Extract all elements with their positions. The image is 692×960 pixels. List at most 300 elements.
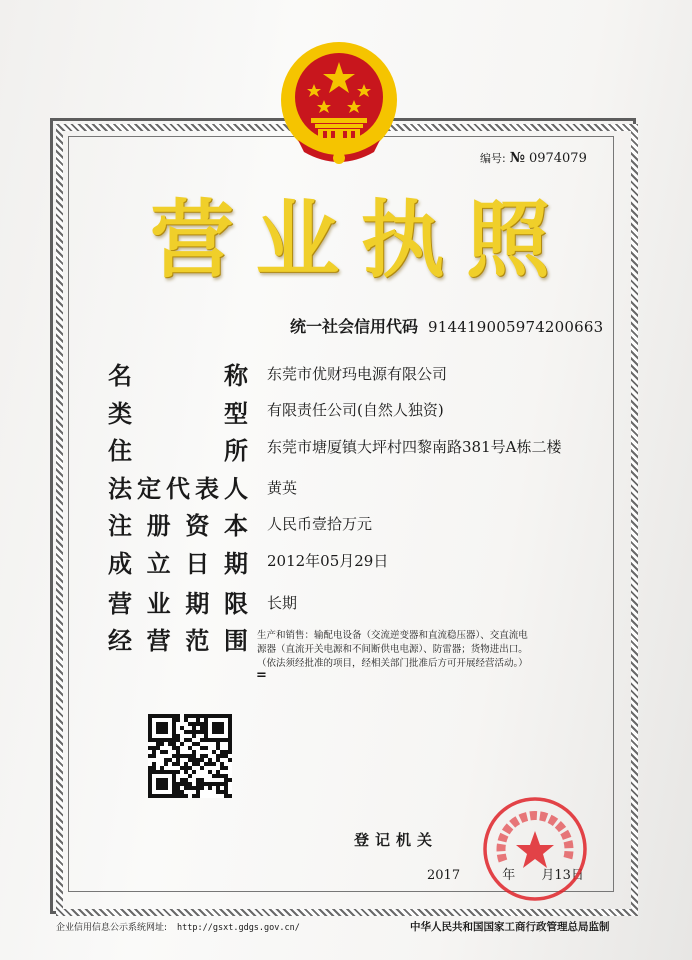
qr-module — [156, 722, 160, 726]
footer-supervisor: 中华人民共和国国家工商行政管理总局监制 — [410, 921, 610, 933]
qr-module — [148, 718, 152, 722]
qr-module — [228, 714, 232, 718]
qr-module — [216, 758, 220, 762]
qr-module — [168, 738, 172, 742]
qr-module — [160, 750, 164, 754]
field-label-legal-representative — [108, 470, 248, 502]
qr-module — [192, 726, 196, 730]
qr-module — [220, 782, 224, 786]
qr-module — [152, 762, 156, 766]
qr-module — [156, 714, 160, 718]
qr-module — [196, 782, 200, 786]
qr-module — [148, 734, 152, 738]
qr-module — [160, 786, 164, 790]
qr-module — [160, 782, 164, 786]
qr-module — [220, 722, 224, 726]
qr-module — [160, 770, 164, 774]
field-value-business-scope — [257, 629, 607, 671]
qr-module — [176, 758, 180, 762]
qr-module — [172, 778, 176, 782]
label-char: 围 — [223, 626, 248, 655]
qr-module — [164, 762, 168, 766]
field-label-registered-capital — [108, 507, 248, 539]
label-char: 人 — [224, 474, 248, 503]
qr-module — [156, 730, 160, 734]
qr-module — [212, 774, 216, 778]
qr-module — [172, 738, 176, 742]
field-value-business-term: 长期 — [267, 594, 298, 612]
qr-module — [188, 786, 192, 790]
qr-module — [228, 722, 232, 726]
qr-module — [220, 766, 224, 770]
qr-module — [200, 730, 204, 734]
qr-module — [164, 750, 168, 754]
qr-module — [228, 750, 232, 754]
qr-module — [200, 726, 204, 730]
qr-module — [148, 786, 152, 790]
qr-module — [216, 742, 220, 746]
qr-module — [196, 794, 200, 798]
qr-module — [184, 754, 188, 758]
qr-module — [160, 794, 164, 798]
qr-module — [212, 782, 216, 786]
qr-module — [176, 746, 180, 750]
qr-module — [224, 794, 228, 798]
label-char: 名 — [108, 361, 132, 390]
qr-module — [208, 762, 212, 766]
field-value-registered-capital: 人民币壹拾万元 — [267, 515, 373, 533]
label-char: 范 — [185, 626, 210, 655]
qr-module — [192, 730, 196, 734]
qr-module — [184, 730, 188, 734]
qr-module — [152, 770, 156, 774]
qr-module — [220, 790, 224, 794]
label-char: 资 — [185, 511, 210, 540]
qr-module — [208, 738, 212, 742]
qr-module — [228, 730, 232, 734]
qr-module — [180, 742, 184, 746]
qr-module — [224, 766, 228, 770]
qr-module — [172, 714, 176, 718]
qr-module — [152, 794, 156, 798]
qr-module — [220, 762, 224, 766]
label-char: 限 — [223, 589, 248, 618]
qr-module — [224, 786, 228, 790]
qr-module — [180, 782, 184, 786]
qr-module — [176, 762, 180, 766]
qr-module — [184, 766, 188, 770]
qr-module — [156, 738, 160, 742]
qr-module — [196, 758, 200, 762]
qr-module — [188, 754, 192, 758]
scope-line: 源器（直流开关电源和不间断供电电源）、防雷器；货物进出口。 — [257, 644, 528, 655]
qr-module — [172, 742, 176, 746]
label-char: 成 — [108, 549, 132, 578]
qr-module — [220, 750, 224, 754]
qr-module — [172, 782, 176, 786]
qr-module — [204, 738, 208, 742]
label-char: 本 — [223, 511, 248, 540]
qr-module — [224, 778, 228, 782]
qr-module — [180, 778, 184, 782]
qr-module — [220, 714, 224, 718]
qr-module — [192, 734, 196, 738]
scope-line: （依法须经批准的项目，经相关部门批准后方可开展经营活动。） — [257, 658, 528, 669]
qr-module — [216, 722, 220, 726]
qr-module — [152, 766, 156, 770]
field-label-business-term — [108, 585, 248, 617]
qr-module — [192, 750, 196, 754]
qr-module — [160, 766, 164, 770]
qr-module — [192, 770, 196, 774]
label-char: 立 — [146, 549, 171, 578]
qr-module — [204, 718, 208, 722]
qr-module — [200, 746, 204, 750]
qr-module — [200, 766, 204, 770]
qr-module — [148, 782, 152, 786]
qr-module — [204, 722, 208, 726]
qr-module — [148, 714, 152, 718]
qr-module — [200, 786, 204, 790]
qr-module — [200, 738, 204, 742]
qr-module — [160, 730, 164, 734]
issue-year: 2017 — [427, 868, 461, 883]
qr-module — [204, 782, 208, 786]
qr-module — [196, 786, 200, 790]
qr-module — [204, 730, 208, 734]
qr-module — [220, 774, 224, 778]
qr-module — [184, 782, 188, 786]
qr-module — [148, 726, 152, 730]
qr-module — [156, 794, 160, 798]
qr-module — [160, 722, 164, 726]
scope-end-mark: = — [256, 668, 267, 683]
qr-module — [148, 746, 152, 750]
qr-module — [212, 726, 216, 730]
qr-module — [228, 726, 232, 730]
qr-module — [176, 770, 180, 774]
field-value-legal-representative: 黄英 — [267, 479, 298, 497]
issue-month-unit: 月 — [541, 868, 555, 883]
qr-module — [216, 754, 220, 758]
qr-module — [156, 786, 160, 790]
qr-module — [224, 754, 228, 758]
qr-module — [192, 794, 196, 798]
qr-module — [220, 726, 224, 730]
qr-module — [172, 734, 176, 738]
qr-module — [152, 746, 156, 750]
qr-module — [156, 782, 160, 786]
qr-module — [148, 754, 152, 758]
qr-module — [156, 726, 160, 730]
field-value-address: 东莞市塘厦镇大坪村四黎南路381号A栋二楼 — [267, 438, 562, 456]
label-char: 日 — [185, 549, 210, 578]
title-char: 执 — [360, 191, 445, 289]
credit-code-label: 统一社会信用代码 — [290, 317, 419, 336]
issue-day-unit: 日 — [570, 868, 584, 883]
qr-module — [208, 770, 212, 774]
qr-module — [172, 722, 176, 726]
title-char: 照 — [465, 191, 550, 289]
serial-number — [480, 150, 587, 166]
document-title — [150, 192, 550, 292]
qr-module — [176, 754, 180, 758]
qr-module — [200, 754, 204, 758]
qr-module — [216, 730, 220, 734]
qr-module — [208, 786, 212, 790]
qr-module — [172, 786, 176, 790]
qr-module — [176, 734, 180, 738]
qr-module — [196, 778, 200, 782]
qr-module — [188, 766, 192, 770]
qr-module — [224, 790, 228, 794]
qr-module — [216, 714, 220, 718]
official-seal-stamp — [481, 795, 589, 903]
qr-module — [184, 718, 188, 722]
label-char: 经 — [108, 626, 132, 655]
label-char: 营 — [108, 589, 132, 618]
label-char: 注 — [108, 511, 132, 540]
qr-module — [204, 754, 208, 758]
qr-module — [164, 722, 168, 726]
field-label-type — [108, 395, 248, 427]
qr-module — [220, 738, 224, 742]
qr-module — [204, 762, 208, 766]
qr-module — [196, 762, 200, 766]
qr-module — [176, 714, 180, 718]
qr-module — [148, 778, 152, 782]
field-label-establishment-date — [108, 545, 248, 577]
label-char: 业 — [146, 589, 171, 618]
qr-module — [172, 730, 176, 734]
qr-module — [148, 790, 152, 794]
qr-module — [172, 718, 176, 722]
qr-module — [204, 734, 208, 738]
qr-module — [216, 770, 220, 774]
qr-module — [228, 718, 232, 722]
qr-module — [188, 746, 192, 750]
qr-module — [192, 786, 196, 790]
label-char: 所 — [224, 436, 248, 465]
qr-module — [164, 758, 168, 762]
qr-module — [200, 778, 204, 782]
footer-website-label: 企业信用信息公示系统网址: — [56, 923, 168, 933]
qr-module — [156, 746, 160, 750]
qr-module — [160, 742, 164, 746]
qr-module — [196, 722, 200, 726]
qr-module — [192, 714, 196, 718]
label-char: 营 — [146, 626, 171, 655]
qr-module — [172, 770, 176, 774]
qr-module — [160, 778, 164, 782]
label-char: 表 — [195, 474, 219, 503]
footer-website — [56, 920, 300, 933]
qr-module — [164, 714, 168, 718]
qr-module — [212, 714, 216, 718]
qr-module — [228, 734, 232, 738]
qr-module — [184, 770, 188, 774]
qr-module — [228, 746, 232, 750]
field-label-business-scope — [108, 622, 248, 654]
qr-module — [164, 738, 168, 742]
qr-module — [228, 738, 232, 742]
qr-module — [184, 786, 188, 790]
qr-module — [156, 742, 160, 746]
qr-module — [224, 714, 228, 718]
qr-module — [168, 742, 172, 746]
qr-code-icon — [148, 714, 232, 798]
label-char: 册 — [146, 511, 171, 540]
qr-module — [192, 742, 196, 746]
qr-module — [192, 754, 196, 758]
qr-module — [224, 750, 228, 754]
qr-module — [180, 790, 184, 794]
qr-module — [172, 774, 176, 778]
footer-website-url[interactable]: http://gsxt.gdgs.gov.cn/ — [177, 923, 300, 933]
qr-module — [160, 714, 164, 718]
label-char: 期 — [223, 549, 248, 578]
qr-module — [192, 762, 196, 766]
qr-module — [196, 742, 200, 746]
qr-module — [224, 774, 228, 778]
qr-module — [220, 754, 224, 758]
qr-module — [212, 730, 216, 734]
qr-module — [172, 746, 176, 750]
qr-module — [148, 774, 152, 778]
qr-module — [228, 758, 232, 762]
qr-module — [204, 714, 208, 718]
qr-module — [188, 758, 192, 762]
qr-module — [148, 738, 152, 742]
qr-module — [168, 758, 172, 762]
qr-module — [156, 778, 160, 782]
qr-module — [176, 718, 180, 722]
qr-module — [188, 738, 192, 742]
qr-module — [192, 758, 196, 762]
serial-value: 0974079 — [528, 151, 587, 166]
qr-module — [184, 794, 188, 798]
qr-module — [164, 778, 168, 782]
credit-code — [290, 314, 603, 337]
serial-label: 编号: — [480, 152, 506, 165]
qr-module — [192, 722, 196, 726]
qr-module — [212, 762, 216, 766]
field-value-name: 东莞市优财玛电源有限公司 — [267, 365, 448, 383]
qr-module — [172, 754, 176, 758]
qr-module — [216, 786, 220, 790]
qr-module — [188, 730, 192, 734]
qr-module — [204, 746, 208, 750]
label-char: 住 — [108, 436, 132, 465]
qr-module — [212, 722, 216, 726]
qr-module — [184, 762, 188, 766]
field-value-type: 有限责任公司(自然人独资) — [267, 401, 444, 419]
qr-module — [168, 714, 172, 718]
qr-module — [216, 790, 220, 794]
qr-module — [148, 794, 152, 798]
field-label-name — [108, 357, 248, 389]
qr-module — [228, 742, 232, 746]
qr-module — [184, 714, 188, 718]
qr-module — [164, 782, 168, 786]
qr-module — [212, 738, 216, 742]
qr-module — [228, 778, 232, 782]
qr-module — [200, 758, 204, 762]
qr-module — [212, 750, 216, 754]
qr-module — [164, 726, 168, 730]
qr-module — [148, 722, 152, 726]
issue-year-unit: 年 — [502, 868, 516, 883]
qr-module — [152, 754, 156, 758]
credit-code-value: 914419005974200663 — [428, 318, 604, 336]
qr-module — [208, 714, 212, 718]
qr-module — [196, 790, 200, 794]
qr-module — [152, 714, 156, 718]
qr-module — [164, 794, 168, 798]
label-char: 定 — [137, 474, 161, 503]
qr-module — [180, 754, 184, 758]
qr-module — [172, 726, 176, 730]
issue-day: 13 — [554, 868, 571, 883]
qr-module — [228, 794, 232, 798]
qr-module — [224, 782, 228, 786]
qr-module — [176, 782, 180, 786]
qr-module — [196, 730, 200, 734]
qr-module — [184, 738, 188, 742]
qr-module — [216, 746, 220, 750]
qr-module — [208, 782, 212, 786]
qr-module — [208, 758, 212, 762]
qr-module — [216, 782, 220, 786]
qr-module — [168, 770, 172, 774]
label-char: 型 — [224, 399, 248, 428]
qr-module — [188, 774, 192, 778]
title-char: 业 — [255, 191, 340, 289]
qr-module — [152, 738, 156, 742]
qr-module — [204, 726, 208, 730]
qr-module — [180, 794, 184, 798]
label-char: 类 — [108, 399, 132, 428]
qr-module — [216, 774, 220, 778]
qr-module — [200, 722, 204, 726]
qr-module — [176, 738, 180, 742]
qr-code[interactable] — [148, 714, 232, 798]
qr-module — [196, 718, 200, 722]
qr-module — [176, 786, 180, 790]
qr-module — [188, 722, 192, 726]
qr-module — [176, 794, 180, 798]
qr-module — [172, 794, 176, 798]
qr-module — [188, 714, 192, 718]
qr-module — [180, 726, 184, 730]
label-char: 代 — [166, 474, 190, 503]
qr-module — [160, 726, 164, 730]
qr-module — [148, 770, 152, 774]
qr-module — [184, 778, 188, 782]
qr-module — [152, 750, 156, 754]
label-char: 期 — [185, 589, 210, 618]
qr-module — [168, 794, 172, 798]
qr-module — [148, 766, 152, 770]
label-char: 称 — [224, 361, 248, 390]
qr-module — [196, 714, 200, 718]
field-value-establishment-date: 2012年05月29日 — [267, 552, 389, 570]
qr-module — [172, 762, 176, 766]
qr-module — [200, 782, 204, 786]
qr-module — [180, 766, 184, 770]
registration-authority-label: 登记机关 — [354, 831, 439, 849]
title-char: 营 — [150, 191, 235, 289]
